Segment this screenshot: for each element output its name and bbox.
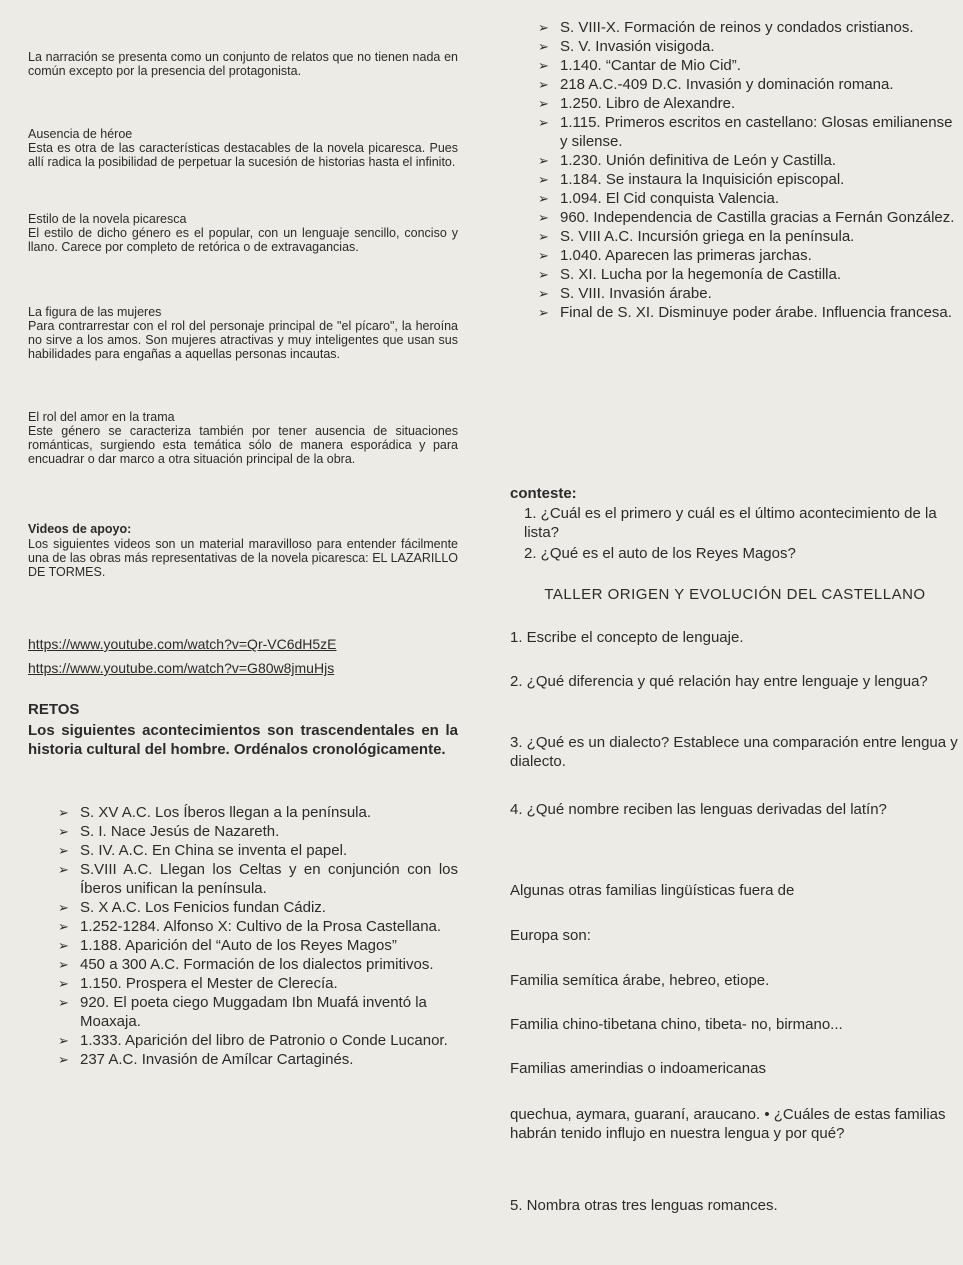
retos-heading: RETOS [28,701,80,718]
taller-heading: TALLER ORIGEN Y EVOLUCIÓN DEL CASTELLANO [544,586,926,603]
event-item: ➢ 1.094. El Cid conquista Valencia. [538,189,956,208]
event-item: ➢ 1.040. Aparecen las primeras jarchas. [538,246,956,265]
mujeres-paragraph: Para contrarrestar con el rol del personaje principal de "el pícaro", la heroína no sirve a los amos. Son mujeres atractivas y muy inteligentes que usan sus habilidades para engañas a aquellas personas incautas. [28,319,458,361]
ausencia-heading: Ausencia de héroe [28,127,133,141]
videos-heading: Videos de apoyo: [28,522,132,536]
event-item: ➢ S.VIII A.C. Llegan los Celtas y en conjunción con los Íberos unifican la península. [58,860,458,898]
event-item: ➢ 960. Independencia de Castilla gracias a Fernán González. [538,208,956,227]
videos-paragraph: Los siguientes videos son un material maravilloso para entender fácilmente una de las obras más representativas de la novela picaresca: EL LAZARILLO DE TORMES. [28,537,458,579]
mujeres-heading: La figura de las mujeres [28,305,162,319]
event-item: ➢ Final de S. XI. Disminuye poder árabe. Influencia francesa. [538,303,956,322]
event-item: ➢ 1.250. Libro de Alexandre. [538,94,956,113]
europa-line: Europa son: [510,927,591,944]
taller-question-1: 1. Escribe el concepto de lenguaje. [510,629,744,646]
taller-question-2: 2. ¿Qué diferencia y qué relación hay entre lenguaje y lengua? [510,673,928,690]
video-link-2[interactable]: https://www.youtube.com/watch?v=G80w8jmuHjs [28,660,335,676]
familias-line: Algunas otras familias lingüísticas fuera de [510,882,795,899]
event-item: ➢ 237 A.C. Invasión de Amílcar Cartaginés. [58,1050,458,1069]
relatos-paragraph: La narración se presenta como un conjunto de relatos que no tienen nada en común excepto por la presencia del protagonista. [28,50,458,78]
event-item: ➢ S. IV. A.C. En China se inventa el papel. [58,841,458,860]
event-item: ➢ 1.184. Se instaura la Inquisición episcopal. [538,170,956,189]
event-item: ➢ S. V. Invasión visigoda. [538,37,956,56]
event-item: ➢ S. VIII A.C. Incursión griega en la península. [538,227,956,246]
event-item: ➢ 218 A.C.-409 D.C. Invasión y dominación romana. [538,75,956,94]
event-item: ➢ 1.252-1284. Alfonso X: Cultivo de la Prosa Castellana. [58,917,458,936]
video-link-1[interactable]: https://www.youtube.com/watch?v=Qr-VC6dH5zE [28,636,337,652]
amor-paragraph: Este género se caracteriza también por tener ausencia de situaciones románticas, surgiendo esta temática sólo de manera esporádica y para encuadrar o dar marco a otra situación principal de la obra. [28,424,458,466]
event-item: ➢ S. I. Nace Jesús de Nazareth. [58,822,458,841]
ausencia-paragraph: Esta es otra de las características destacables de la novela picaresca. Pues allí radica la posibilidad de perpetuar la sucesión de historias hasta el infinito. [28,141,458,169]
taller-question-3: 3. ¿Qué es un dialecto? Establece una comparación entre lengua y dialecto. [510,734,958,770]
event-item: ➢ 1.230. Unión definitiva de León y Castilla. [538,151,956,170]
conteste-heading: conteste: [510,485,577,502]
event-item: ➢ 1.140. “Cantar de Mio Cid”. [538,56,956,75]
event-item: ➢ 1.333. Aparición del libro de Patronio o Conde Lucanor. [58,1031,458,1050]
estilo-heading: Estilo de la novela picaresca [28,212,187,226]
event-item: ➢ S. VIII-X. Formación de reinos y condados cristianos. [538,18,956,37]
event-item: ➢ S. XI. Lucha por la hegemonía de Castilla. [538,265,956,284]
left-events-list [58,803,458,1069]
question-2: 2. ¿Qué es el auto de los Reyes Magos? [524,545,796,562]
right-events-list [538,18,956,322]
event-item: ➢ 1.115. Primeros escritos en castellano: Glosas emilianense y silense. [538,113,956,151]
chino-line: Familia chino-tibetana chino, tibeta- no, birmano... [510,1016,843,1033]
quechua-paragraph: quechua, aymara, guaraní, araucano. • ¿Cuáles de estas familias habrán tenido influjo en nuestra lengua y por qué? [510,1106,946,1142]
event-item: ➢ 1.188. Aparición del “Auto de los Reyes Magos” [58,936,458,955]
estilo-paragraph: El estilo de dicho género es el popular, con un lenguaje sencillo, conciso y llano. Carece por completo de retórica o de extravagancias. [28,226,458,254]
event-item: ➢ S. XV A.C. Los Íberos llegan a la península. [58,803,458,822]
retos-paragraph: Los siguientes acontecimientos son trascendentales en la historia cultural del hombre. Ordénalos cronológicamente. [28,722,458,758]
event-item: ➢ 920. El poeta ciego Muggadam Ibn Muafá inventó la Moaxaja. [58,993,458,1031]
taller-question-5: 5. Nombra otras tres lenguas romances. [510,1197,778,1214]
event-item: ➢ S. VIII. Invasión árabe. [538,284,956,303]
event-item: ➢ S. X A.C. Los Fenicios fundan Cádiz. [58,898,458,917]
taller-question-4: 4. ¿Qué nombre reciben las lenguas derivadas del latín? [510,801,887,818]
event-item: ➢ 450 a 300 A.C. Formación de los dialectos primitivos. [58,955,458,974]
event-item: ➢ 1.150. Prospera el Mester de Clerecía. [58,974,458,993]
amor-heading: El rol del amor en la trama [28,410,175,424]
amerindias-line: Familias amerindias o indoamericanas [510,1060,766,1077]
question-1: 1. ¿Cuál es el primero y cuál es el último acontecimiento de la lista? [524,505,937,541]
semitica-line: Familia semítica árabe, hebreo, etiope. [510,972,770,989]
